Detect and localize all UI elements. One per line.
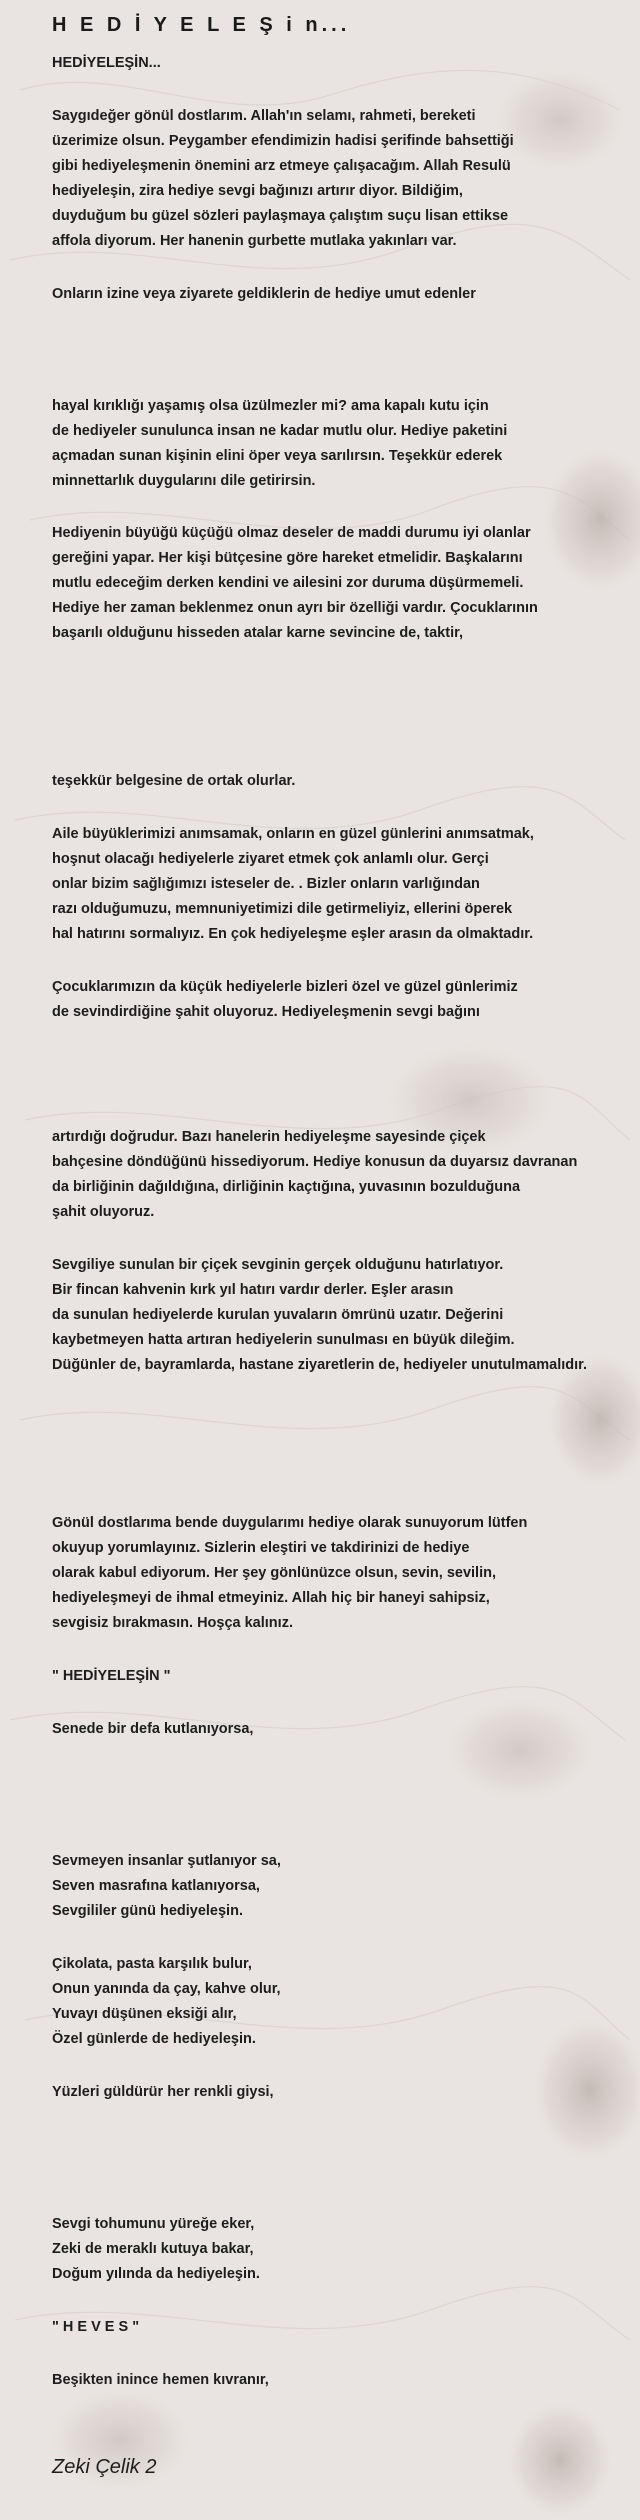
poem-line: Sevgi tohumunu yüreğe eker, bbox=[52, 2216, 255, 2232]
text-line: kaybetmeyen hatta artıran hediyelerin sunulması en büyük dileğim. bbox=[52, 1332, 515, 1348]
page-title: H E D İ Y E L E Ş i n... bbox=[52, 14, 351, 36]
poem-line: Sevmeyen insanlar şutlanıyor sa, bbox=[52, 1853, 281, 1869]
text-line: hediyeleşin, zira hediye sevgi bağınızı artırır diyor. Bildiğim, bbox=[52, 183, 463, 199]
text-line: olarak kabul ediyorum. Her şey gönlünüzce olsun, sevin, sevilin, bbox=[52, 1565, 496, 1581]
text-line: açmadan sunan kişinin elini öper veya sarılırsın. Teşekkür ederek bbox=[52, 448, 503, 464]
text-line: Sevgiliye sunulan bir çiçek sevginin gerçek olduğunu hatırlatıyor. bbox=[52, 1257, 504, 1273]
text-line: üzerimize olsun. Peygamber efendimizin hadisi şerifinde bahsettiği bbox=[52, 133, 514, 149]
text-line: duyduğum bu güzel sözleri paylaşmaya çalıştım suçu lisan ettikse bbox=[52, 208, 509, 224]
poem-line: Sevgililer günü hediyeleşin. bbox=[52, 1903, 243, 1919]
text-line: hediyeleşmeyi de ihmal etmeyiniz. Allah hiç bir haneyi sahipsiz, bbox=[52, 1590, 490, 1606]
heading-line: HEDİYELEŞİN... bbox=[52, 55, 161, 71]
text-line: mutlu edeceğim derken kendini ve ailesini zor duruma düşürmemeli. bbox=[52, 575, 524, 591]
text-line: de sevindirdiğine şahit oluyoruz. Hediyeleşmenin sevgi bağını bbox=[52, 1004, 480, 1020]
text-line: hoşnut olacağı hediyelerle ziyaret etmek çok anlamlı olur. Gerçi bbox=[52, 851, 489, 867]
text-line: sevgisiz bırakmasın. Hoşça kalınız. bbox=[52, 1615, 293, 1631]
text-line: da sunulan hediyelerde kurulan yuvaların ömrünü uzatır. Değerini bbox=[52, 1307, 504, 1323]
text-line: Gönül dostlarıma bende duygularımı hediye olarak sunuyorum lütfen bbox=[52, 1515, 528, 1531]
poem-line: Senede bir defa kutlanıyorsa, bbox=[52, 1721, 254, 1737]
text-line: Hediye her zaman beklenmez onun ayrı bir özelliği vardır. Çocuklarının bbox=[52, 600, 538, 616]
poem-title: " HEDİYELEŞİN " bbox=[52, 1668, 171, 1684]
text-line: Bir fincan kahvenin kırk yıl hatırı vardır derler. Eşler arasın bbox=[52, 1282, 454, 1298]
text-line: gibi hediyeleşmenin önemini arz etmeye çalışacağım. Allah Resulü bbox=[52, 158, 511, 174]
poem-line: Yüzleri güldürür her renkli giysi, bbox=[52, 2084, 274, 2100]
text-line: Onların izine veya ziyarete geldiklerin de hediye umut edenler bbox=[52, 286, 476, 302]
poem-line: Özel günlerde de hediyeleşin. bbox=[52, 2031, 256, 2047]
text-line: şahit oluyoruz. bbox=[52, 1204, 155, 1220]
text-line: gereğini yapar. Her kişi bütçesine göre hareket etmelidir. Başkalarını bbox=[52, 550, 523, 566]
text-line: Aile büyüklerimizi anımsamak, onların en güzel günlerini anımsatmak, bbox=[52, 826, 534, 842]
text-line: hayal kırıklığı yaşamış olsa üzülmezler mi? ama kapalı kutu için bbox=[52, 398, 489, 414]
poem-line: Yuvayı düşünen eksiği alır, bbox=[52, 2006, 237, 2022]
poem-title: " H E V E S " bbox=[52, 2319, 140, 2335]
poem-line: Beşikten inince hemen kıvranır, bbox=[52, 2372, 269, 2388]
poem-line: Doğum yılında da hediyeleşin. bbox=[52, 2266, 260, 2282]
text-line: teşekkür belgesine de ortak olurlar. bbox=[52, 773, 296, 789]
text-line: minnettarlık duygularını dile getirirsin. bbox=[52, 473, 316, 489]
poem-line: Onun yanında da çay, kahve olur, bbox=[52, 1981, 281, 1997]
text-line: Çocuklarımızın da küçük hediyelerle bizleri özel ve güzel günlerimiz bbox=[52, 979, 518, 995]
text-line: bahçesine döndüğünü hissediyorum. Hediye konusun da duyarsız davranan bbox=[52, 1154, 578, 1170]
author-signature: Zeki Çelik 2 bbox=[52, 2456, 157, 2478]
text-line: onlar bizim sağlığımızı isteseler de. . Bizler onların varlığından bbox=[52, 876, 480, 892]
text-line: hal hatırını sormalıyız. En çok hediyeleşme eşler arasın da olmaktadır. bbox=[52, 926, 534, 942]
text-line: okuyup yorumlayınız. Sizlerin eleştiri ve takdirinizi de hediye bbox=[52, 1540, 470, 1556]
poem-line: Seven masrafına katlanıyorsa, bbox=[52, 1878, 260, 1894]
text-line: razı olduğumuzu, memnuniyetimizi dile getirmeliyiz, ellerini öperek bbox=[52, 901, 513, 917]
text-line: Saygıdeğer gönül dostlarım. Allah'ın selamı, rahmeti, bereketi bbox=[52, 108, 476, 124]
text-line: Düğünler de, bayramlarda, hastane ziyaretlerin de, hediyeler unutulmamalıdır. bbox=[52, 1357, 588, 1373]
poem-line: Zeki de meraklı kutuya bakar, bbox=[52, 2241, 254, 2257]
poem-line: Çikolata, pasta karşılık bulur, bbox=[52, 1956, 252, 1972]
text-line: da birliğinin dağıldığına, dirliğinin kaçtığına, yuvasının bozulduğuna bbox=[52, 1179, 521, 1195]
text-line: artırdığı doğrudur. Bazı hanelerin hediyeleşme sayesinde çiçek bbox=[52, 1129, 486, 1145]
text-line: affola diyorum. Her hanenin gurbette mutlaka yakınları var. bbox=[52, 233, 457, 249]
text-line: Hediyenin büyüğü küçüğü olmaz deseler de maddi durumu iyi olanlar bbox=[52, 525, 531, 541]
text-line: başarılı olduğunu hisseden atalar karne sevincine de, taktir, bbox=[52, 625, 463, 641]
text-line: de hediyeler sunulunca insan ne kadar mutlu olur. Hediye paketini bbox=[52, 423, 508, 439]
